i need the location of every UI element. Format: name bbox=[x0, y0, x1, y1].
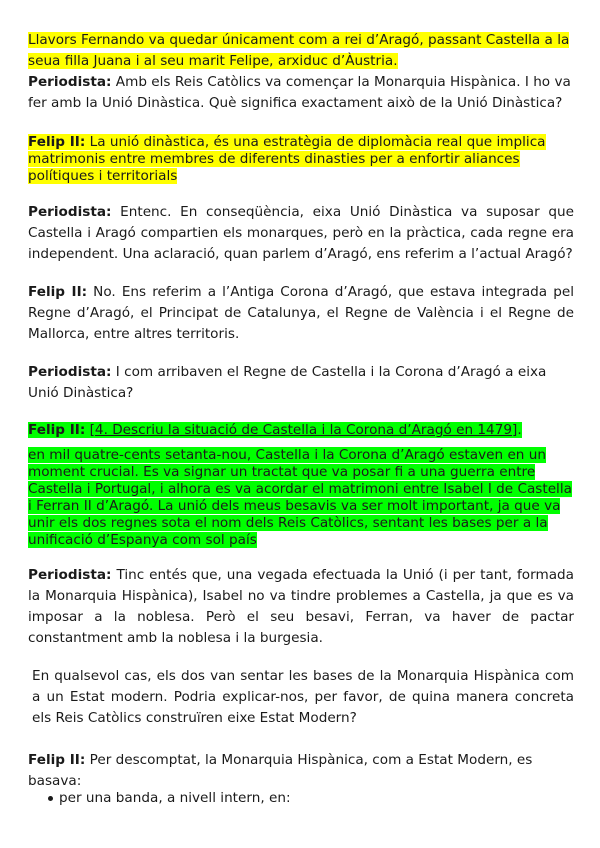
paragraph-text: I com arribaven el Regne de Castella i la Corona d’Aragó a eixa Unió Dinàstica? bbox=[28, 364, 547, 401]
speaker-label: Felip II: bbox=[28, 134, 86, 150]
bracket-close: ]. bbox=[512, 422, 522, 438]
paragraph-felip-3 bbox=[28, 420, 574, 441]
paragraph-periodista-4 bbox=[28, 565, 574, 649]
paragraph-fernando bbox=[28, 30, 574, 72]
paragraph-periodista-2 bbox=[28, 202, 574, 265]
list-item bbox=[48, 788, 291, 809]
highlighted-answer bbox=[28, 134, 546, 184]
paragraph-felip-4 bbox=[28, 750, 574, 792]
bracket-open: [ bbox=[85, 422, 95, 438]
highlighted-answer: en mil quatre-cents setanta-nou, Castella i la Corona d’Aragó estaven en un moment crucial. Es va signar un tractat que va posar fi a una guerra entre Castella i Portugal, i alhora es va acordar el matrimoni entre Isabel I de Castella i Ferran II d’Aragó. La unió dels meus besavis va ser molt important, ja que va unir els dos regnes sota el nom dels Reis Catòlics, sentant les bases per a la unificació d’Espanya com sol país bbox=[28, 447, 572, 548]
bullet-icon bbox=[48, 796, 53, 801]
paragraph-text: Tinc entés que, una vegada efectuada la Unió (i per tant, formada la Monarquia Hispànica), Isabel no va tindre problemes a Castella, ja que es va imposar a la noblesa. Però el seu besavi, Ferran, va haver de pactar constantment amb la noblesa i la burgesia. bbox=[28, 567, 574, 646]
speaker-label: Felip II: bbox=[28, 752, 86, 768]
paragraph-periodista-3 bbox=[28, 362, 548, 404]
paragraph-text: No. Ens referim a l’Antiga Corona d’Aragó, que estava integrada pel Regne d’Aragó, el Principat de Catalunya, el Regne de València i el Regne de Mallorca, entre altres territoris. bbox=[28, 284, 574, 342]
paragraph-text: En qualsevol cas, els dos van sentar les bases de la Monarquia Hispànica com a un Estat modern. Podria explicar-nos, per favor, de quina manera concreta els Reis Catòlics construïren eixe Estat Modern? bbox=[32, 668, 574, 726]
paragraph-text: Entenc. En conseqüència, eixa Unió Dinàstica va suposar que Castella i Aragó compartien els monarques, però en la pràctica, cada regne era independent. Una aclaració, quan parlem d’Aragó, ens referim a l’actual Aragó? bbox=[28, 204, 574, 262]
paragraph-felip-2 bbox=[28, 282, 574, 345]
highlighted-text: Llavors Fernando va quedar únicament com a rei d’Aragó, passant Castella a la seua filla Juana i al seu marit Felipe, arxiduc d’Àustria. bbox=[28, 32, 570, 69]
list-item-text: per una banda, a nivell intern, en: bbox=[59, 790, 291, 806]
task-prompt: 4. Descriu la situació de Castella i la Corona d’Aragó en 1479 bbox=[94, 422, 513, 438]
paragraph-felip-1 bbox=[28, 134, 574, 185]
speaker-label: Periodista: bbox=[28, 567, 112, 583]
paragraph-text: Amb els Reis Catòlics va començar la Monarquia Hispànica. I ho va fer amb la Unió Dinàstica. Què significa exactament això de la Unió Dinàstica? bbox=[28, 74, 571, 111]
speaker-label: Periodista: bbox=[28, 204, 112, 220]
paragraph-periodista-1 bbox=[28, 72, 574, 114]
paragraph-text: Per descomptat, la Monarquia Hispànica, com a Estat Modern, es basava: bbox=[28, 752, 533, 789]
speaker-label: Periodista: bbox=[28, 74, 112, 90]
speaker-label: Periodista: bbox=[28, 364, 112, 380]
paragraph-text: La unió dinàstica, és una estratègia de diplomàcia real que implica matrimonis entre membres de diferents dinasties per a enfortir aliances polítiques i territorials bbox=[28, 134, 546, 184]
speaker-label: Felip II: bbox=[28, 284, 88, 300]
paragraph-periodista-5 bbox=[32, 666, 574, 729]
paragraph-answer-1479 bbox=[28, 447, 574, 549]
highlighted-question bbox=[28, 422, 522, 438]
speaker-label: Felip II: bbox=[28, 422, 86, 438]
